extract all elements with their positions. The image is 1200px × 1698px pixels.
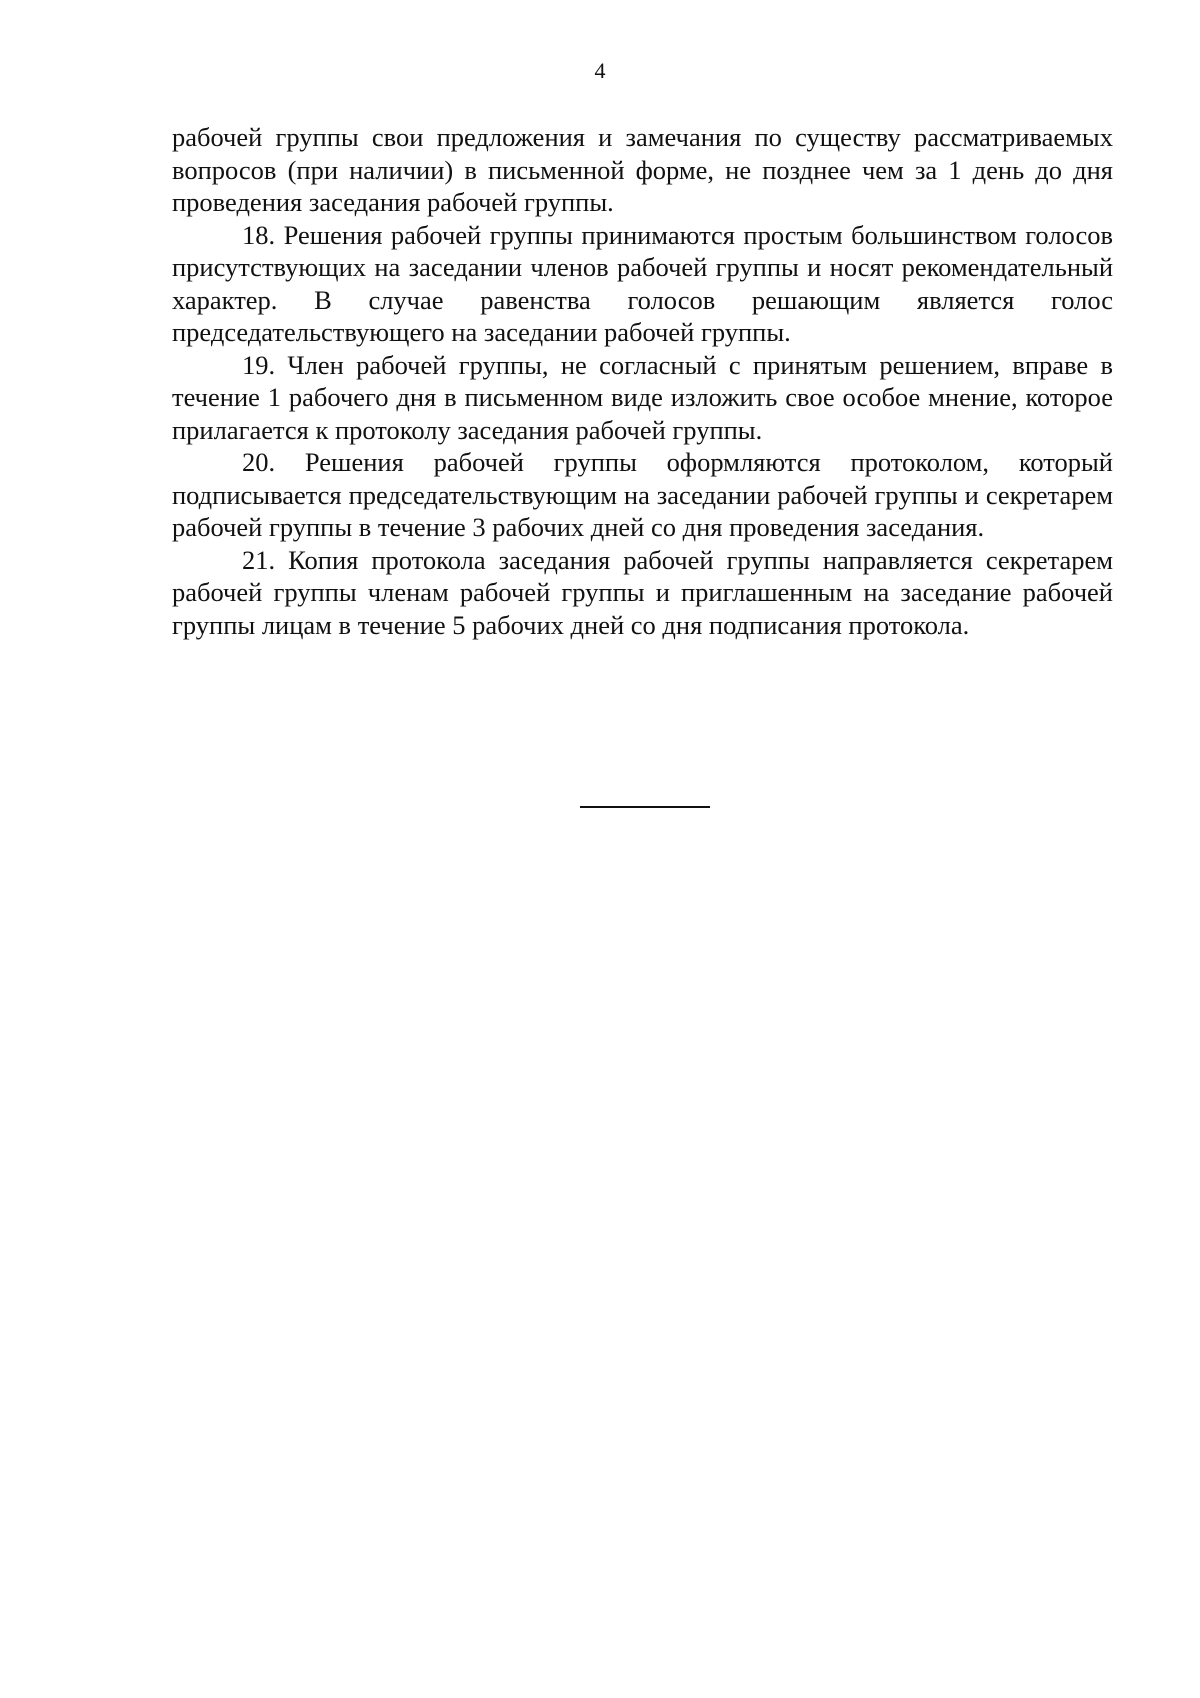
page-number: 4: [594, 58, 606, 83]
paragraph-item-18: 18. Решения рабочей группы принимаются простым большинством голосов присутствующих на заседании членов рабочей группы и носят рекомендательный характер. В случае равенства голосов решающим является голос председательствующего на заседании рабочей группы.: [172, 219, 1113, 347]
paragraph-item-21: 21. Копия протокола заседания рабочей группы направляется секретарем рабочей группы членам рабочей группы и приглашенным на заседание рабочей группы лицам в течение 5 рабочих дней со дня подписания протокола.: [172, 544, 1113, 640]
end-of-document-rule: [580, 806, 710, 808]
paragraph-continuation: рабочей группы свои предложения и замечания по существу рассматриваемых вопросов (при наличии) в письменной форме, не позднее чем за 1 день до дня проведения заседания рабочей группы.: [172, 122, 1113, 217]
paragraph-item-20: 20. Решения рабочей группы оформляются протоколом, который подписывается председательствующим на заседании рабочей группы и секретарем рабочей группы в течение 3 рабочих дней со дня проведения заседания.: [172, 447, 1113, 542]
document-body: [172, 121, 1113, 641]
paragraph-item-19: 19. Член рабочей группы, не согласный с принятым решением, вправе в течение 1 рабочего дня в письменном виде изложить свое особое мнение, которое прилагается к протоколу заседания рабочей группы.: [172, 349, 1113, 445]
